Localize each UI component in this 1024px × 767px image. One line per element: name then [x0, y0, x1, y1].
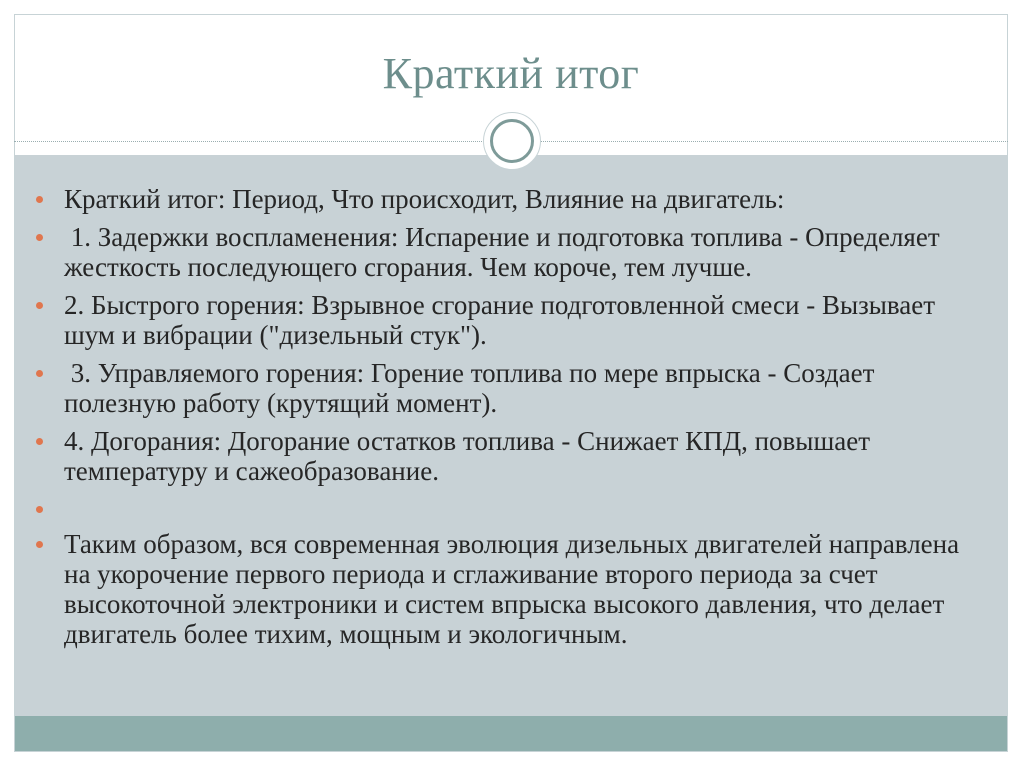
bullet-item — [34, 222, 974, 282]
bullet-text: 1. Задержки воспламенения: Испарение и подготовка топлива - Определяет жесткость последующего сгорания. Чем короче, тем лучше. — [64, 222, 947, 282]
bullet-dot-icon — [36, 234, 43, 241]
ring-icon — [490, 119, 534, 163]
bullet-dot-icon — [36, 302, 43, 309]
bullet-item — [34, 529, 974, 649]
bullet-text: Таким образом, вся современная эволюция дизельных двигателей направлена на укорочение первого периода и сглаживание второго периода за счет высокоточной электроники и систем впрыска высокого давления, что делает двигатель более тихим, мощным и экологичным. — [64, 529, 960, 649]
bullet-text: Краткий итог: Период, Что происходит, Влияние на двигатель: — [64, 184, 785, 214]
bullet-text: 3. Управляемого горения: Горение топлива по мере впрыска - Создает полезную работу (крутящий момент). — [64, 358, 882, 418]
bullet-dot-icon — [36, 541, 43, 548]
bullet-item — [34, 290, 974, 350]
bullet-dot-icon — [36, 370, 43, 377]
bullet-dot-icon — [36, 438, 43, 445]
bullet-item — [34, 426, 974, 486]
bullet-dot-icon — [36, 196, 43, 203]
bullet-text: 4. Догорания: Догорание остатков топлива - Снижает КПД, повышает температуру и сажеобразование. — [64, 426, 871, 486]
bullet-item — [34, 358, 974, 418]
bullet-text: 2. Быстрого горения: Взрывное сгорание подготовленной смеси - Вызывает шум и вибрации ("дизельный стук"). — [64, 290, 936, 350]
circle-ornament-icon — [483, 112, 541, 170]
bullet-item — [34, 184, 974, 214]
bullet-list — [34, 184, 974, 657]
slide-title: Краткий итог — [382, 49, 640, 98]
footer-band — [15, 716, 1007, 751]
bullet-dot-icon — [36, 506, 43, 513]
bullet-item-empty — [34, 494, 974, 524]
